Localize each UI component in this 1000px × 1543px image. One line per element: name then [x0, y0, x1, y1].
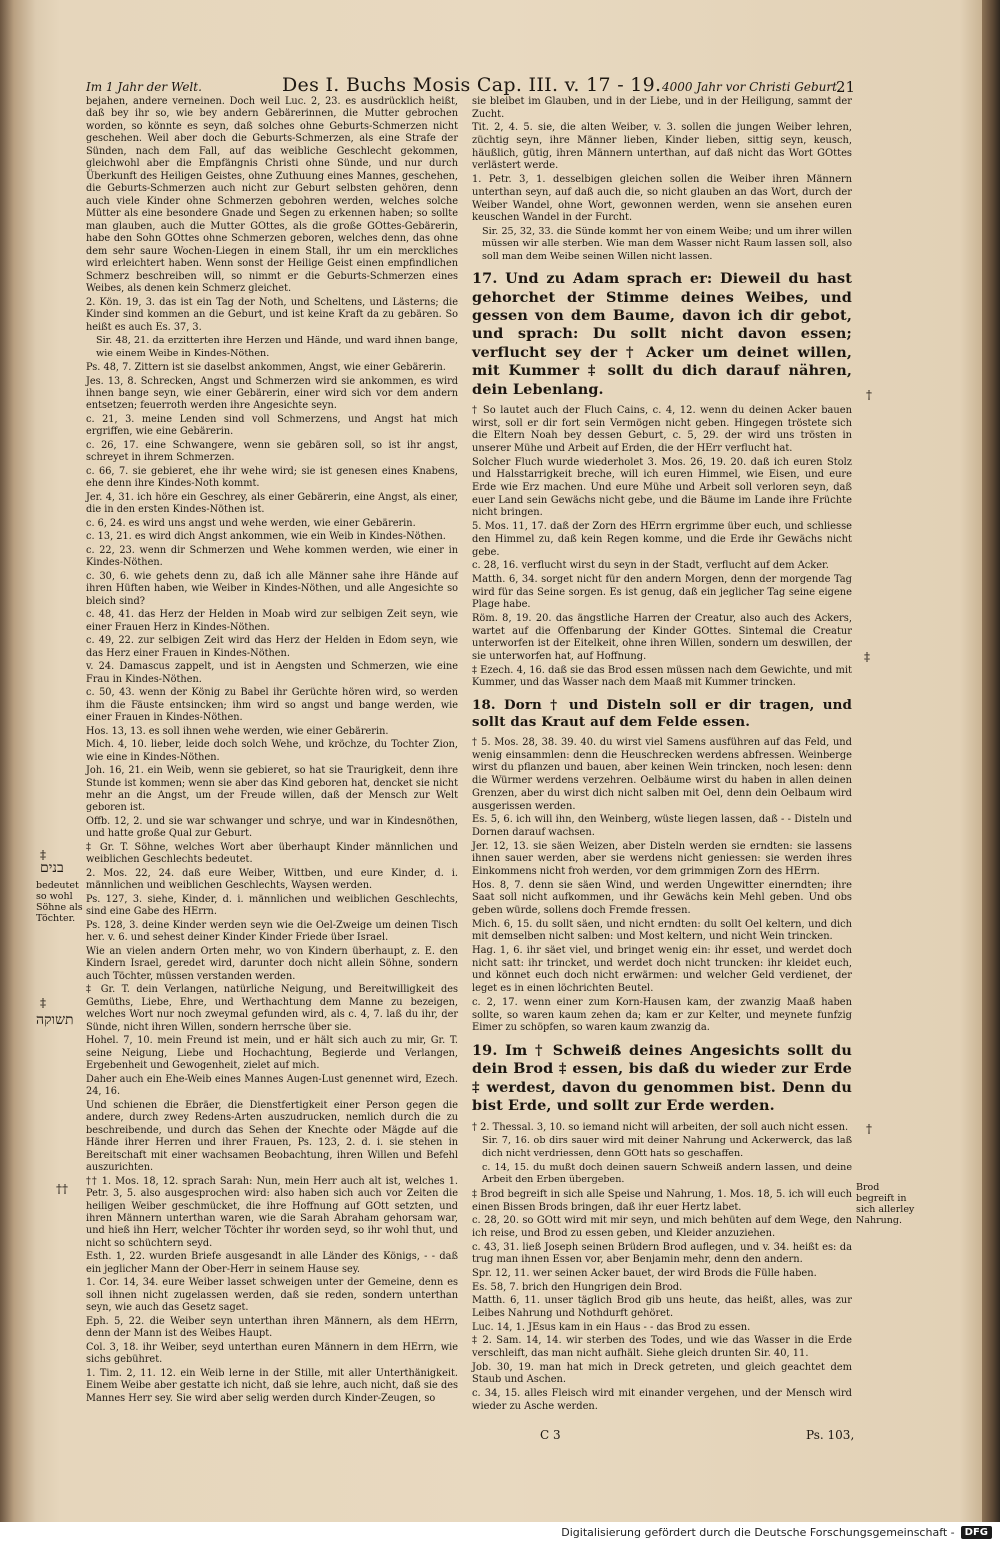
right-column	[472, 96, 852, 1415]
scripture-verse: 19. Im † Schweiß deines Angesichts sollt du dein Brod ‡ essen, bis daß du wieder zur Erde ‡ werdest, davon du genommen bist. Denn du bist Erde, und sollt zur Erde werden.	[472, 1041, 852, 1115]
commentary-paragraph: †† 1. Mos. 18, 12. sprach Sarah: Nun, mein Herr auch alt ist, welches 1. Petr. 3, 5. also ausgesprochen wird: also haben sich auch vor Zeiten die heiligen Weiber geschmücket, die ihre Hoffnung auf GOtt setzten, und ihren Männern unterthan waren, wie die Sarah Abraham gehorsam war, und hieß ihn Herr, welcher Töchter ihr worden seyd, so ihr wohl thut, und nicht so schüchtern seyd.	[86, 1175, 458, 1249]
commentary-paragraph: Mich. 4, 10. lieber, leide doch solch Wehe, und kröchze, du Tochter Zion, wie eine in Kindes-Nöthen.	[86, 739, 458, 763]
attribution-text: Digitalisierung gefördert durch die Deutsche Forschungsgemeinschaft -	[561, 1526, 955, 1539]
page-gutter	[0, 80, 36, 1500]
commentary-paragraph: Jer. 12, 13. sie säen Weizen, aber Disteln werden sie erndten: sie lassens ihnen sauer werden, aber sie werdens nicht geniessen: sie werden ihres Einkommens nicht froh werden, vor dem grimmigen Zorn des HErrn.	[472, 840, 852, 877]
margin-double-dagger-2: ‡	[40, 996, 46, 1010]
dfg-logo: DFG	[961, 1526, 992, 1539]
commentary-paragraph: Job. 30, 19. man hat mich in Dreck getreten, und gleich geachtet dem Staub und Aschen.	[472, 1361, 852, 1386]
commentary-paragraph: Esth. 1, 22. wurden Briefe ausgesandt in alle Länder des Königs, - - daß ein jeglicher Mann der Ober-Herr in seinem Hause sey.	[86, 1251, 458, 1275]
commentary-paragraph: sie bleibet im Glauben, und in der Liebe, und in der Heiligung, sammt der Zucht.	[472, 96, 852, 120]
commentary-paragraph: Sir. 7, 16. ob dirs sauer wird mit deiner Nahrung und Ackerwerck, das laß dich nicht verdriessen, denn GOtt hats so geschaffen.	[482, 1135, 852, 1159]
commentary-paragraph: Es. 58, 7. brich den Hungrigen dein Brod.	[472, 1281, 683, 1293]
commentary-paragraph: 1. Petr. 3, 1. desselbigen gleichen sollen die Weiber ihren Männern unterthan seyn, auf daß auch die, so nicht glauben an das Wort, durch der Weiber Wandel, ohne Wort, gewonnen werden, wenn sie ansehen euren keuschen Wandel in der Furcht.	[472, 174, 852, 224]
commentary-paragraph: Hos. 8, 7. denn sie säen Wind, und werden Ungewitter einerndten; ihre Saat soll nicht aufkommen, und ihr Gewächs kein Mehl geben. Und obs geben würde, sollens doch Fremde fressen.	[472, 879, 852, 916]
commentary-paragraph: c. 48, 41. das Herz der Helden in Moab wird zur selbigen Zeit seyn, wie einer Frauen Herz in Kindes-Nöthen.	[86, 609, 458, 633]
page-edge	[982, 0, 1000, 1522]
commentary-paragraph: c. 14, 15. du mußt doch deinen sauern Schweiß andern lassen, und deine Arbeit den Erben übergeben.	[482, 1162, 852, 1186]
commentary-paragraph: Sir. 48, 21. da erzitterten ihre Herzen und Hände, und ward ihnen bange, wie einem Weibe in Kindes-Nöthen.	[96, 335, 458, 359]
margin-note-brod: Brod begreift in sich allerley Nahrung.	[856, 1182, 915, 1226]
margin-note-sons: bedeutet so wohl Söhne als Töchter.	[36, 880, 83, 924]
header-left: Im 1 Jahr der Welt.	[86, 80, 202, 94]
commentary-paragraph: Hag. 1, 6. ihr säet viel, und bringet wenig ein: ihr esset, und werdet doch nicht satt: ihr trincket, und werdet doch nicht truncken: ihr kleidet euch, und könnet euch doch nicht erwärmen: und welcher Geld verdienet, der leget es in einen löchrichten Beutel.	[472, 945, 852, 995]
commentary-paragraph: Hohel. 7, 10. mein Freund ist mein, und er hält sich auch zu mir, Gr. T. seine Neigung, Liebe und Hochachtung, Begierde und Verlangen, Ergebenheit und Gewogenheit, zielet auf mich.	[86, 1035, 458, 1072]
commentary-paragraph: bejahen, andere verneinen. Doch weil Luc. 2, 23. es ausdrücklich heißt, daß bey ihr so, wie bey andern Gebärerinnen, die Mutter gebrochen worden, so könnte es seyn, daß solches ohne Geburts-Schmerzen nicht geschehen. Weil aber doch die Geburts-Schmerzen, als eine Strafe der Sünden, nach dem Fall, auf das weibliche Geschlecht gekommen, gleichwohl aber die Empfängnis Christi ohne Sünde, und nur durch Überkunft des Heiligen Geistes, ohne Zuthuung eines Mannes, geschehen, die Geburts-Schmerzen auch nicht zur Geburt selbsten gehören, denn auch viele Kinder ohne Schmerzen gebohren werden, welches solche Mütter als eine besondere Gnade und Segen zu erkennen haben; so sollte man glauben, auch die Mutter GOttes, als die große GOttes-Gebärerin, habe den Sohn GOttes ohne Schmerzen geboren, welches denn, das ohne dem sehr saure Wochen-Liegen in einem Stall, ihr um ein merckliches wird erleichtert haben. Wenn sonst der Heilige Geist einen empfindlichen Schmerz beschreiben will, so nimmt er die Geburts-Schmerzen eines Weibes, als denen kein Schmerz gleichet.	[86, 96, 458, 295]
commentary-paragraph: Solcher Fluch wurde wiederholet 3. Mos. 26, 19. 20. daß ich euren Stolz und Halsstarrigkeit breche, will ich euren Himmel, wie Eisen, und eure Erde wie Erz machen. Und eure Mühe und Arbeit soll verloren seyn, daß euer Land sein Gewächs nicht gebe, und die Bäume im Lande ihre Früchte nicht bringen.	[472, 456, 852, 519]
commentary-paragraph: Matth. 6, 11. unser täglich Brod gib uns heute, das heißt, alles, was zur Leibes Nahrung und Nothdurft gehöret.	[472, 1295, 852, 1319]
commentary-paragraph: v. 24. Damascus zappelt, und ist in Aengsten und Schmerzen, wie eine Frau in Kindes-Nöthen.	[86, 661, 458, 685]
commentary-paragraph: Es. 5, 6. ich will ihn, den Weinberg, wüste liegen lassen, daß - - Disteln und Dornen darauf wachsen.	[472, 814, 852, 838]
commentary-paragraph: 2. Mos. 22, 24. daß eure Weiber, Wittben, und eure Kinder, d. i. männlichen und weiblichen Geschlechts, Waysen werden.	[86, 867, 458, 892]
commentary-paragraph: Matth. 6, 34. sorget nicht für den andern Morgen, denn der morgende Tag wird für das Seine sorgen. Es ist genug, daß ein jeglicher Tag seine eigene Plage habe.	[472, 573, 852, 611]
commentary-paragraph: † 5. Mos. 28, 38. 39. 40. du wirst viel Samens ausführen auf das Feld, und wenig einsammlen: denn die Heuschrecken werdens abfressen. Weinberge wirst du pflanzen und bauen, aber keinen Wein trincken, noch lesen: denn die Würmer werdens verzehren. Oelbäume wirst du haben in allen deinen Grenzen, aber du wirst dich nicht salben mit Oel, denn dein Oelbaum wird ausgerissen werden.	[472, 737, 852, 812]
scripture-verse: 17. Und zu Adam sprach er: Dieweil du hast gehorchet der Stimme deines Weibes, und gessen von dem Baume, davon ich dir gebot, und sprach: Du sollt nicht davon essen; verflucht sey der † Acker um deinet willen, mit Kummer ‡ sollt du dich darauf nähren, dein Lebenlang.	[472, 270, 852, 398]
commentary-paragraph: Wie an vielen andern Orten mehr, wo von Kindern überhaupt, z. E. den Kindern Israel, geredet wird, darunter doch nicht allein Söhne, sondern auch Töchter, müssen verstanden werden.	[86, 945, 458, 982]
commentary-paragraph: 2. Kön. 19, 3. das ist ein Tag der Noth, und Scheltens, und Lästerns; die Kinder sind kommen an die Geburt, und ist keine Kraft da zu gebären. So heißt es auch Es. 37, 3.	[86, 296, 458, 333]
commentary-paragraph: Luc. 14, 1. JEsus kam in ein Haus - - das Brod zu essen.	[472, 1321, 751, 1333]
margin-dagger-right-1: †	[866, 388, 872, 402]
commentary-paragraph: c. 26, 17. eine Schwangere, wenn sie gebären soll, so ist ihr angst, schreyet in ihrem Schmerzen.	[86, 439, 458, 464]
margin-hebrew-teshuka: תשוקה	[36, 1012, 74, 1028]
signature-mark: C 3	[540, 1428, 561, 1442]
scripture-verse: 18. Dorn † und Disteln soll er dir tragen, und sollt das Kraut auf dem Felde essen.	[472, 697, 852, 731]
commentary-paragraph: c. 43, 31. ließ Joseph seinen Brüdern Brod auflegen, und v. 34. heißt es: da trug man ihnen Essen vor, aber Benjamin mehr, denn den andern.	[472, 1241, 852, 1266]
commentary-paragraph: Spr. 12, 11. wer seinen Acker bauet, der wird Brods die Fülle haben.	[472, 1267, 817, 1279]
commentary-paragraph: Jer. 4, 31. ich höre ein Geschrey, als einer Gebärerin, eine Angst, als einer, die in den ersten Kindes-Nöthen ist.	[86, 491, 458, 516]
commentary-paragraph: c. 13, 21. es wird dich Angst ankommen, wie ein Weib in Kindes-Nöthen.	[86, 531, 446, 543]
commentary-paragraph: Röm. 8, 19. 20. das ängstliche Harren der Creatur, also auch des Ackers, wartet auf die Offenbarung der Kinder GOttes. Sintemal die Creatur unterworfen ist der Eitelkeit, ohne ihren Willen, sondern um deswillen, der sie unterworfen hat, auf Hoffnung.	[472, 612, 852, 662]
margin-double-cross: ††	[56, 1182, 68, 1196]
margin-dagger-right-2: †	[866, 1122, 872, 1136]
margin-hebrew-banim: בנים	[40, 860, 64, 876]
commentary-paragraph: ‡ 2. Sam. 14, 14. wir sterben des Todes, und wie das Wasser in die Erde verschleift, das man nicht aufhält. Siehe gleich drunten Sir. 40, 11.	[472, 1335, 852, 1360]
commentary-paragraph: c. 28, 20. so GOtt wird mit mir seyn, und mich behüten auf dem Wege, den ich reise, und Brod zu essen geben, und Kleider anzuziehen.	[472, 1215, 852, 1239]
commentary-paragraph: † So lautet auch der Fluch Cains, c. 4, 12. wenn du deinen Acker bauen wirst, soll er dir fort sein Vermögen nicht geben. Hingegen tröstete sich die Eltern Noah bey dessen Geburt, c. 5, 29. der wird uns trösten in unserer Mühe und Arbeit auf Erden, die der HErr verflucht hat.	[472, 404, 852, 454]
commentary-paragraph: Ps. 48, 7. Zittern ist sie daselbst ankommen, Angst, wie einer Gebärerin.	[86, 362, 446, 374]
commentary-paragraph: Und schienen die Ebräer, die Dienstfertigkeit einer Person gegen die andere, durch zwey Redens-Arten auszudrucken, nemlich durch die zu beschreibende, und durch das Sehen der Knechte oder Mägde auf die Hände ihrer Herren und ihrer Frauen, Ps. 123, 2. d. i. sie stehen in Bereitschaft mit einer wachsamen Beobachtung, ihren Willen und Befehl auszurichten.	[86, 1099, 458, 1174]
page-number: 21	[836, 78, 856, 96]
commentary-paragraph: c. 2, 17. wenn einer zum Korn-Hausen kam, der zwanzig Maaß haben sollte, so waren kaum zehen da; kam er zur Kelter, und meynete funfzig Eimer zu schöpfen, so waren kaum zwanzig da.	[472, 996, 852, 1034]
commentary-paragraph: Sir. 25, 32, 33. die Sünde kommt her von einem Weibe; und um ihrer willen müssen wir alle sterben. Wie man dem Wasser nicht Raum lassen soll, also soll man dem Weibe seinen Willen nicht lassen.	[482, 225, 852, 262]
commentary-paragraph: c. 50, 43. wenn der König zu Babel ihr Gerüchte hören wird, so werden ihm die Fäuste entsincken; ihm wird so angst und bange werden, wie einer Frauen in Kindes-Nöthen.	[86, 687, 458, 724]
commentary-paragraph: Tit. 2, 4. 5. sie, die alten Weiber, v. 3. sollen die jungen Weiber lehren, züchtig seyn, ihre Männer lieben, Kinder lieben, sittig seyn, keusch, häußlich, gütig, ihren Männern unterthan, auf daß nicht das Wort GOttes verlästert werde.	[472, 122, 852, 172]
commentary-paragraph: c. 30, 6. wie gehets denn zu, daß ich alle Männer sahe ihre Hände auf ihren Hüften haben, wie Weiber in Kindes-Nöthen, und alle Angesichte so bleich sind?	[86, 570, 458, 607]
header-right: 4000 Jahr vor Christi Geburt.	[662, 80, 841, 94]
commentary-paragraph: c. 21, 3. meine Lenden sind voll Schmerzens, und Angst hat mich ergriffen, wie eine Gebärerin.	[86, 413, 458, 438]
commentary-paragraph: c. 22, 23. wenn dir Schmerzen und Wehe kommen werden, wie einer in Kindes-Nöthen.	[86, 544, 458, 569]
commentary-paragraph: ‡ Gr. T. dein Verlangen, natürliche Neigung, und Bereitwilligkeit des Gemüths, Liebe, Ehre, und Werthachtung dem Manne zu bezeigen, welches Wort nur noch zweymal gefunden wird, als c. 4, 7. laß du ihr, der Sünde, nicht ihren Willen, sondern herrsche über sie.	[86, 984, 458, 1033]
commentary-paragraph: c. 34, 15. alles Fleisch wird mit einander vergehen, und der Mensch wird wieder zu Asche werden.	[472, 1388, 852, 1412]
commentary-paragraph: Hos. 13, 13. es soll ihnen wehe werden, wie einer Gebärerin.	[86, 725, 389, 737]
commentary-paragraph: 1. Cor. 14, 34. eure Weiber lasset schweigen unter der Gemeine, denn es soll ihnen nicht zugelassen werden, daß sie reden, sondern unterthan seyn, wie auch das Gesetz saget.	[86, 1277, 458, 1314]
attribution-bar	[0, 1522, 1000, 1543]
commentary-paragraph: 1. Tim. 2, 11. 12. ein Weib lerne in der Stille, mit aller Unterthänigkeit. Einem Weibe aber gestatte ich nicht, daß sie lehre, auch nicht, daß sie des Mannes Herr sey. Sie wird aber selig werden durch Kinder-Zeugen, so	[86, 1367, 458, 1404]
commentary-paragraph: Ps. 127, 3. siehe, Kinder, d. i. männlichen und weiblichen Geschlechts, sind eine Gabe des HErrn.	[86, 893, 458, 918]
commentary-paragraph: Col. 3, 18. ihr Weiber, seyd unterthan euren Männern in dem HErrn, wie sichs gebühret.	[86, 1341, 458, 1366]
commentary-paragraph: Joh. 16, 21. ein Weib, wenn sie gebieret, so hat sie Traurigkeit, denn ihre Stunde ist kommen; wenn sie aber das Kind geboren hat, dencket sie nicht mehr an die Angst, um der Freude willen, daß der Mensch zur Welt geboren ist.	[86, 765, 458, 814]
margin-double-dagger-right: ‡	[864, 650, 870, 664]
commentary-paragraph: 5. Mos. 11, 17. daß der Zorn des HErrn ergrimme über euch, und schliesse den Himmel zu, daß kein Regen komme, und die Erde ihr Gewächs nicht gebe.	[472, 521, 852, 558]
commentary-paragraph: ‡ Gr. T. Söhne, welches Wort aber überhaupt Kinder männlichen und weiblichen Geschlechts bedeutet.	[86, 841, 458, 866]
catchword: Ps. 103,	[806, 1428, 855, 1442]
left-column	[86, 96, 458, 1406]
commentary-paragraph: c. 66, 7. sie gebieret, ehe ihr wehe wird; sie ist genesen eines Knabens, ehe denn ihre Kindes-Noth kommt.	[86, 465, 458, 490]
margin-double-dagger-1: ‡	[40, 848, 46, 862]
commentary-paragraph: c. 49, 22. zur selbigen Zeit wird das Herz der Helden in Edom seyn, wie das Herz einer Frauen in Kindes-Nöthen.	[86, 635, 458, 659]
header-title: Des I. Buchs Mosis Cap. III. v. 17 - 19.	[282, 74, 662, 96]
commentary-paragraph: † 2. Thessal. 3, 10. so iemand nicht will arbeiten, der soll auch nicht essen.	[472, 1121, 849, 1133]
commentary-paragraph: ‡ Brod begreift in sich alle Speise und Nahrung, 1. Mos. 18, 5. ich will euch einen Bissen Brods bringen, daß ihr euer Hertz labet.	[472, 1188, 852, 1213]
commentary-paragraph: c. 28, 16. verflucht wirst du seyn in der Stadt, verflucht auf dem Acker.	[472, 560, 829, 572]
commentary-paragraph: Eph. 5, 22. die Weiber seyn unterthan ihren Männern, als dem HErrn, denn der Mann ist des Weibes Haupt.	[86, 1315, 458, 1340]
commentary-paragraph: Ps. 128, 3. deine Kinder werden seyn wie die Oel-Zweige um deinen Tisch her. v. 6. und sehest deiner Kinder Kinder Friede über Israel.	[86, 919, 458, 944]
commentary-paragraph: Offb. 12, 2. und sie war schwanger und schrye, und war in Kindesnöthen, und hatte große Qual zur Geburt.	[86, 815, 458, 840]
commentary-paragraph: Mich. 6, 15. du sollt säen, und nicht erndten: du sollt Oel keltern, und dich mit demselben nicht salben: und Most keltern, und nicht Wein trincken.	[472, 918, 852, 943]
commentary-paragraph: Daher auch ein Ehe-Weib eines Mannes Augen-Lust genennet wird, Ezech. 24, 16.	[86, 1073, 458, 1098]
commentary-paragraph: ‡ Ezech. 4, 16. daß sie das Brod essen müssen nach dem Gewichte, und mit Kummer, und das Wasser nach dem Maaß mit Kummer trincken.	[472, 664, 852, 689]
running-header	[86, 74, 856, 98]
commentary-paragraph: c. 6, 24. es wird uns angst und wehe werden, wie einer Gebärerin.	[86, 517, 416, 529]
commentary-paragraph: Jes. 13, 8. Schrecken, Angst und Schmerzen wird sie ankommen, es wird ihnen bange seyn, wie einer Gebärerin, einer wird sich vor dem andern entsetzen; feuerroth werden ihre Angesichte seyn.	[86, 375, 458, 412]
